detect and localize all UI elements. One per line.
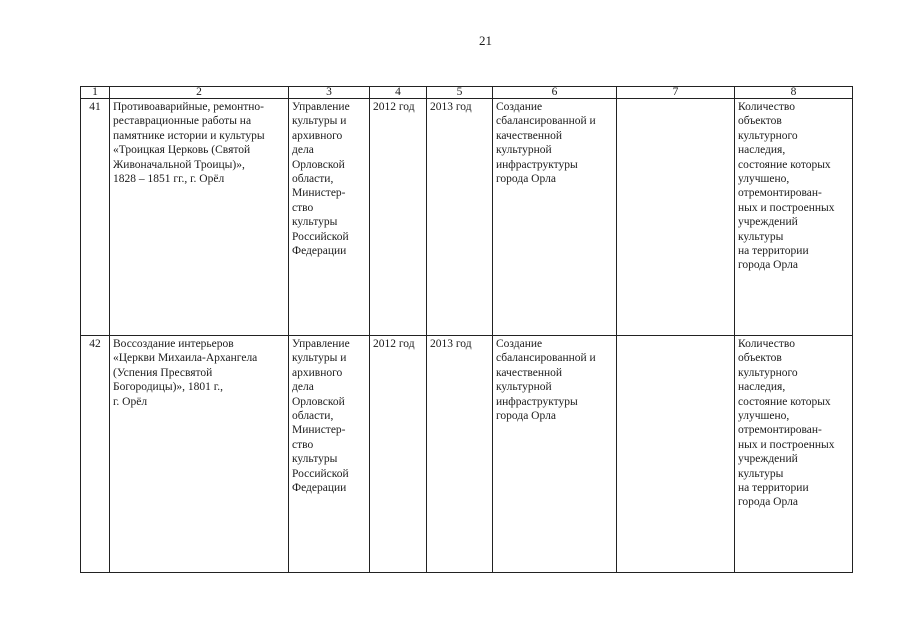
program-table [80, 86, 853, 573]
column-7 [617, 336, 735, 573]
header-col-5: 5 [427, 87, 493, 99]
work-name: Противоаварийные, ремонтно- реставрационные работы на памятнике истории и культуры «Троицкая Церковь (Святой Живоначальной Троицы)», 1828 – 1851 гг., г. Орёл [110, 99, 289, 336]
table-row [81, 99, 853, 336]
header-row [81, 87, 853, 99]
header-col-2: 2 [110, 87, 289, 99]
end-year: 2013 год [427, 336, 493, 573]
header-col-8: 8 [735, 87, 853, 99]
header-col-6: 6 [493, 87, 617, 99]
goal: Создание сбалансированной и качественной культурной инфраструктуры города Орла [493, 336, 617, 573]
goal: Создание сбалансированной и качественной культурной инфраструктуры города Орла [493, 99, 617, 336]
header-col-1: 1 [81, 87, 110, 99]
header-col-7: 7 [617, 87, 735, 99]
executor: Управление культуры и архивного дела Орловской области, Министер- ство культуры Российской Федерации [289, 336, 370, 573]
row-number: 42 [81, 336, 110, 573]
header-col-3: 3 [289, 87, 370, 99]
page-number: 21 [479, 33, 492, 48]
indicator: Количество объектов культурного наследия, состояние которых улучшено, отремонтирован- ных и построенных учреждений культуры на территории города Орла [735, 336, 853, 573]
table-row [81, 336, 853, 573]
column-7 [617, 99, 735, 336]
work-name: Воссоздание интерьеров «Церкви Михаила-Архангела (Успения Пресвятой Богородицы)», 1801 г., г. Орёл [110, 336, 289, 573]
row-number: 41 [81, 99, 110, 336]
end-year: 2013 год [427, 99, 493, 336]
start-year: 2012 год [370, 99, 427, 336]
indicator: Количество объектов культурного наследия, состояние которых улучшено, отремонтирован- ных и построенных учреждений культуры на территории города Орла [735, 99, 853, 336]
executor: Управление культуры и архивного дела Орловской области, Министер- ство культуры Российской Федерации [289, 99, 370, 336]
start-year: 2012 год [370, 336, 427, 573]
header-col-4: 4 [370, 87, 427, 99]
